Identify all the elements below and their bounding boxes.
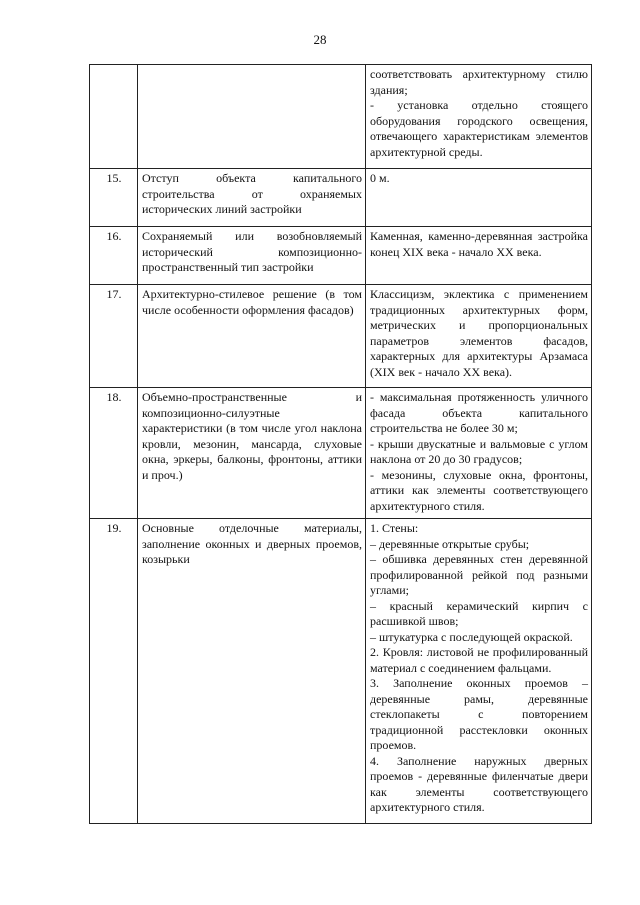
row-number (90, 65, 138, 169)
row-parameter: Архитектурно-стилевое решение (в том числе особенности оформления фасадов) (138, 285, 366, 388)
value-line: - мезонины, слуховые окна, фронтоны, аттики как элементы соответствующего архитектурного стиля. (370, 467, 588, 513)
page-number: 28 (313, 32, 327, 47)
table-row (90, 227, 592, 285)
row-value (366, 388, 592, 519)
value-line: 4. Заполнение наружных дверных проемов - деревянные филенчатые двери как элементы соответствующего архитектурного стиля. (370, 753, 588, 814)
value-line: – красный керамический кирпич с расшивкой швов; (370, 598, 588, 628)
value-line: – обшивка деревянных стен деревянной профилированной рейкой под разными углами; (370, 552, 588, 597)
row-parameter: Отступ объекта капитального строительства от охраняемых исторических линий застройки (138, 169, 366, 227)
row-number: 16. (90, 227, 138, 285)
row-number: 17. (90, 285, 138, 388)
table-row (90, 519, 592, 824)
row-number: 15. (90, 169, 138, 227)
row-parameter (138, 65, 366, 169)
value-line: 1. Стены: (370, 521, 419, 535)
value-line: Каменная, каменно-деревянная застройка конец XIX века - начало XX века. (370, 229, 588, 259)
row-parameter: Основные отделочные материалы, заполнение оконных и дверных проемов, козырьки (138, 519, 366, 824)
row-parameter: Объемно-пространственные и композиционно-силуэтные характеристики (в том числе угол наклона кровли, мезонин, мансарда, слуховые окна, эркеры, балконы, фронтоны, аттики и проч.) (138, 388, 366, 519)
value-line: - максимальная протяженность уличного фасада объекта капитального строительства не более 30 м; (370, 390, 588, 435)
row-number: 18. (90, 388, 138, 519)
table-row (90, 388, 592, 519)
table-row (90, 65, 592, 169)
value-line: - установка отдельно стоящего оборудования городского освещения, отвечающего характеристикам элементов архитектурной среды. (370, 98, 588, 159)
requirements-table (89, 64, 592, 824)
row-value (366, 519, 592, 824)
row-value (366, 227, 592, 285)
value-line: 0 м. (370, 171, 390, 185)
row-value (366, 285, 592, 388)
value-line: – деревянные открытые срубы; (370, 536, 530, 551)
table-row (90, 169, 592, 227)
row-value (366, 65, 592, 169)
value-line: - крыши двускатные и вальмовые с углом наклона от 20 до 30 градусов; (370, 436, 588, 466)
row-number: 19. (90, 519, 138, 824)
table-row (90, 285, 592, 388)
value-line: Классицизм, эклектика с применением традиционных архитектурных форм, метрических и пропорциональных параметров элементов фасадов, характерных для архитектуры Арзамаса (XIX век - начало XX века). (370, 287, 588, 379)
value-line: 3. Заполнение оконных проемов – деревянные рамы, деревянные стеклопакеты с повторением традиционной расстекловки оконных проемов. (370, 676, 588, 752)
row-parameter: Сохраняемый или возобновляемый исторический композиционно-пространственный тип застройки (138, 227, 366, 285)
value-line: – штукатурка с последующей окраской. (370, 629, 573, 644)
row-value (366, 169, 592, 227)
value-line: соответствовать архитектурному стилю здания; (370, 67, 588, 97)
value-line: 2. Кровля: листовой не профилированный материал с соединением фальцами. (370, 645, 588, 675)
